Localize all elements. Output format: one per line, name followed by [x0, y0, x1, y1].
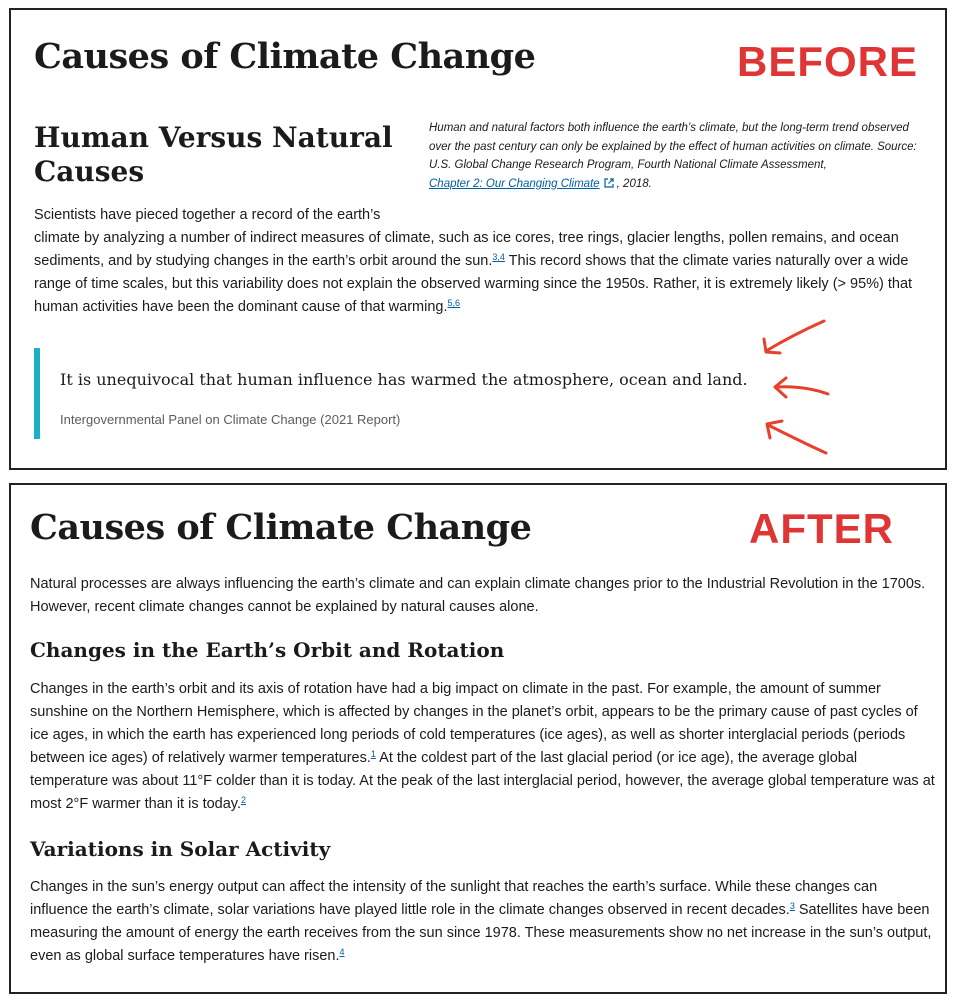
orbit-text-b: At the coldest part of the last glacial period (or ice age), the average global temperature was about 11°F colder than it is today. At the peak of the last interglacial period, however, the average global temperature was at most 2°F warmer than it is today.	[30, 750, 935, 812]
paragraph-text-b: This record shows that the climate varies naturally over a wide range of time scales, but this variability does not explain the observed warming since the 1950s. Rather, it is extremely likely (> 95%) that human activities have been the dominant cause of that warming.	[34, 253, 913, 315]
footnote-ref	[448, 298, 461, 308]
footnote-ref	[492, 252, 505, 262]
solar-paragraph	[30, 876, 935, 968]
after-panel	[9, 483, 947, 994]
caption-text: Human and natural factors both influence the earth’s climate, but the long-term trend observed over the past century can only be explained by the effect of human activities on climate. Source: U.S. Global Change Research Program, Fourth National Climate Assessment,	[429, 122, 917, 171]
arrow-icon	[756, 415, 836, 463]
section-heading-line1: Human Versus Natural	[34, 121, 393, 154]
orbit-text-a: Changes in the earth’s orbit and its axis of rotation have had a big impact on climate in the past. For example, the amount of summer sunshine on the Northern Hemisphere, which is affected by changes in the planet’s orbit, appears to be the primary cause of past cycles of ice ages, in which the earth has experienced long periods of cold temperatures (ice ages), as well as shorter interglacial periods (periods between ice ages) of relatively warmer temperatures.	[30, 681, 918, 766]
page-title: Causes of Climate Change	[30, 507, 532, 548]
footnote-ref	[241, 795, 246, 805]
footnote-link-2[interactable]: 2	[241, 795, 247, 805]
caption-suffix: , 2018.	[616, 177, 652, 190]
solar-text-a: Changes in the sun’s energy output can affect the intensity of the sunlight that reaches the earth’s surface. While these changes can influence the earth’s climate, solar variations have played little role in the climate changes observed in recent decades.	[30, 879, 878, 918]
paragraph-text-a: climate by analyzing a number of indirect measures of climate, such as ice cores, tree rings, glacier lengths, pollen remains, and ocean sediments, and by studying changes in the earth’s orbit around the sun.	[34, 230, 899, 269]
pull-quote: It is unequivocal that human influence has warmed the atmosphere, ocean and land.	[60, 370, 748, 389]
section-heading-solar: Variations in Solar Activity	[30, 837, 331, 861]
section-heading	[34, 121, 393, 189]
figure-caption	[429, 119, 929, 193]
footnote-link-3[interactable]: 3	[789, 901, 795, 911]
orbit-paragraph	[30, 678, 935, 816]
section-heading-line2: Causes	[34, 155, 145, 188]
quote-accent-bar	[34, 348, 40, 439]
footnote-link-5-6[interactable]: 5,6	[447, 298, 461, 308]
footnote-link-3-4[interactable]: 3,4	[492, 252, 505, 262]
footnote-ref	[340, 947, 345, 957]
footnote-link-1[interactable]: 1	[370, 749, 376, 759]
before-panel	[9, 8, 947, 470]
paragraph-line1: Scientists have pieced together a record of the earth’s	[34, 207, 381, 223]
page-title: Causes of Climate Change	[34, 36, 536, 77]
footnote-link-4[interactable]: 4	[339, 947, 345, 957]
solar-text-b: Satellites have been measuring the amount of energy the earth receives from the sun since 1978. These measurements show no net increase in the sun’s output, even as global surface temperatures have risen.	[30, 902, 932, 964]
before-label: BEFORE	[737, 38, 919, 85]
paragraph-body	[34, 227, 934, 319]
caption-link[interactable]: Chapter 2: Our Changing Climate	[429, 177, 600, 190]
intro-paragraph: Natural processes are always influencing the earth’s climate and can explain climate changes prior to the Industrial Revolution in the 1700s. However, recent climate changes cannot be explained by natural causes alone.	[30, 576, 926, 615]
arrow-icon	[766, 370, 841, 405]
quote-attribution: Intergovernmental Panel on Climate Change (2021 Report)	[60, 412, 401, 427]
arrow-icon	[756, 315, 836, 360]
section-heading-orbit: Changes in the Earth’s Orbit and Rotation	[30, 638, 505, 662]
external-link-icon	[604, 178, 614, 188]
after-label: AFTER	[749, 505, 894, 552]
